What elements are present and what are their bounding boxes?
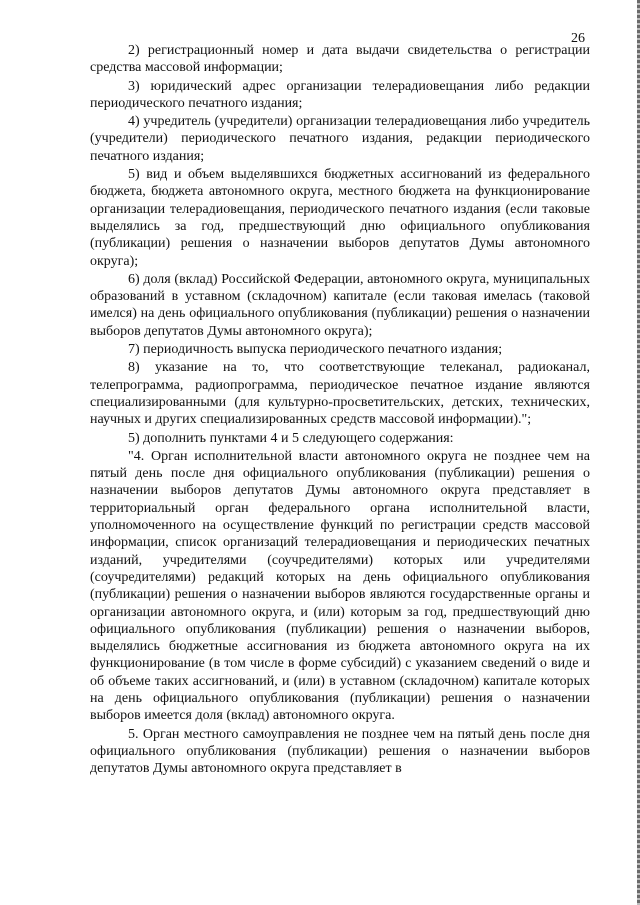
paragraph-item-5: 5) вид и объем выделявшихся бюджетных ассигнований из федерального бюджета, бюджета автономного округа, местного бюджета на функционирование организации телерадиовещания, периодического печатного издания (если таковые выделялись за год, предшествующий дню официального опубликования (публикации) решения о назначении выборов депутатов Думы автономного округа);: [90, 167, 590, 269]
paragraph-clause-4: "4. Орган исполнительной власти автономного округа не позднее чем на пятый день после дня официального опубликования (публикации) решения о назначении выборов депутатов Думы автономного округа представляет в территориальный орган федерального органа исполнительной власти, уполномоченного на осуществление функций по регистрации средств массовой информации, список организаций телерадиовещания и периодических печатных изданий, учредителями (соучредителями) которых или учредителями (соучредителями) редакций которых на день официального опубликования (публикации) решения о назначении выборов являются государственные органы и организации автономного округа, и (или) которым за год, предшествующий дню официального опубликования (публикации) решения о назначении выборов, выделялись бюджетные ассигнования из бюджета автономного округа на их функционирование (в том числе в форме субсидий) с указанием сведений о виде и об объеме таких ассигнований, и (или) в уставном (складочном) капитале которых на день официального опубликования (публикации) решения о назначении выборов имеется доля (вклад) автономного округа.: [90, 448, 590, 724]
paragraph-item-3: 3) юридический адрес организации телерадиовещания либо редакции периодического печатного издания;: [90, 78, 590, 111]
paragraph-item-4: 4) учредитель (учредители) организации телерадиовещания либо учредитель (учредители) периодического печатного издания, редакции периодического печатного издания;: [90, 114, 590, 164]
paragraph-item-8: 8) указание на то, что соответствующие телеканал, радиоканал, телепрограмма, радиопрограмма, периодическое печатное издание являются специализированными (для культурно-просветительских, детских, технических, научных и других специализированных средств массовой информации).";: [90, 360, 590, 428]
paragraph-clause-5: 5. Орган местного самоуправления не позднее чем на пятый день после дня официального опубликования (публикации) решения о назначении выборов депутатов Думы автономного округа представляет в: [90, 726, 590, 777]
paragraph-item-7: 7) периодичность выпуска периодического печатного издания;: [128, 342, 503, 358]
page-number: 26: [571, 31, 585, 46]
paragraph-amendment-5: 5) дополнить пунктами 4 и 5 следующего содержания:: [128, 430, 454, 446]
paragraph-item-2: 2) регистрационный номер и дата выдачи свидетельства о регистрации средства массовой информации;: [90, 43, 590, 76]
paragraph-item-6: 6) доля (вклад) Российской Федерации, автономного округа, муниципальных образований в уставном (складочном) капитале (если таковая имелась (таковой имелся) на день официального опубликования (публикации) решения о назначении выборов депутатов Думы автономного округа);: [90, 271, 590, 339]
document-body: [90, 42, 590, 778]
